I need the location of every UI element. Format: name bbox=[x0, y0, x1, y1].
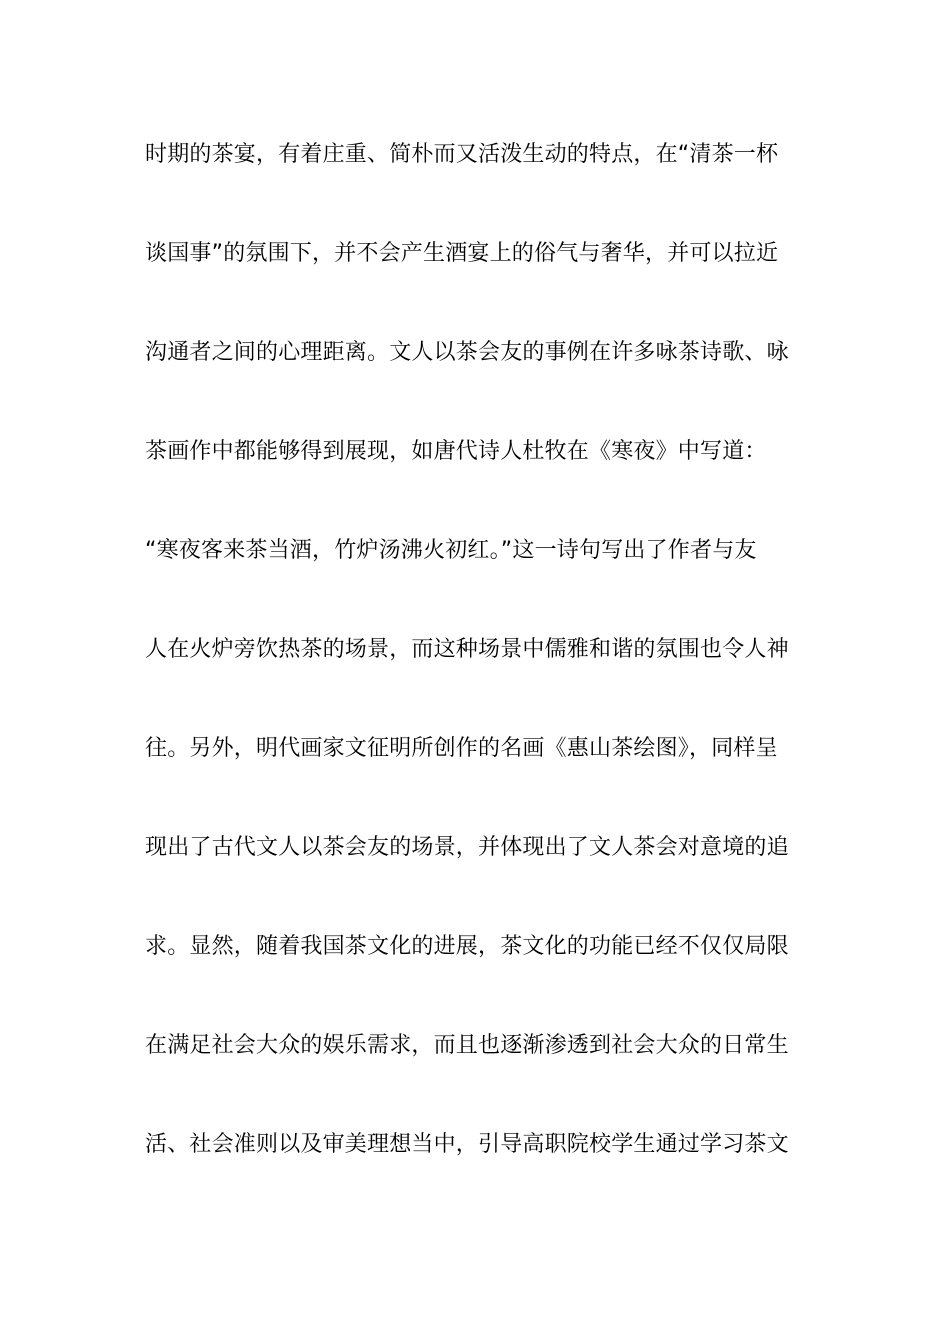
text-line: 在满足社会大众的娱乐需求，而且也逐渐渗透到社会大众的日常生 bbox=[145, 1033, 789, 1058]
text-line: 现出了古代文人以茶会友的场景，并体现出了文人茶会对意境的追 bbox=[145, 835, 789, 860]
text-line: 活、社会准则以及审美理想当中，引导高职院校学生通过学习茶文 bbox=[145, 1132, 789, 1157]
text-line: “寒夜客来茶当酒，竹炉汤沸火初红。”这一诗句写出了作者与友 bbox=[145, 538, 757, 563]
text-line: 时期的茶宴，有着庄重、简朴而又活泼生动的特点，在“清茶一杯 bbox=[145, 142, 779, 167]
body-text bbox=[145, 133, 805, 1222]
text-line: 往。另外，明代画家文征明所创作的名画《惠山茶绘图》，同样呈 bbox=[145, 736, 778, 761]
text-line: 谈国事”的氛围下，并不会产生酒宴上的俗气与奢华，并可以拉近 bbox=[145, 241, 779, 266]
text-line: 人在火炉旁饮热茶的场景，而这种场景中儒雅和谐的氛围也令人神 bbox=[145, 637, 789, 662]
text-line: 沟通者之间的心理距离。文人以茶会友的事例在许多咏茶诗歌、咏 bbox=[145, 340, 789, 365]
text-line: 茶画作中都能够得到展现，如唐代诗人杜牧在《寒夜》中写道： bbox=[145, 439, 767, 464]
text-line: 求。显然，随着我国茶文化的进展，茶文化的功能已经不仅仅局限 bbox=[145, 934, 789, 959]
